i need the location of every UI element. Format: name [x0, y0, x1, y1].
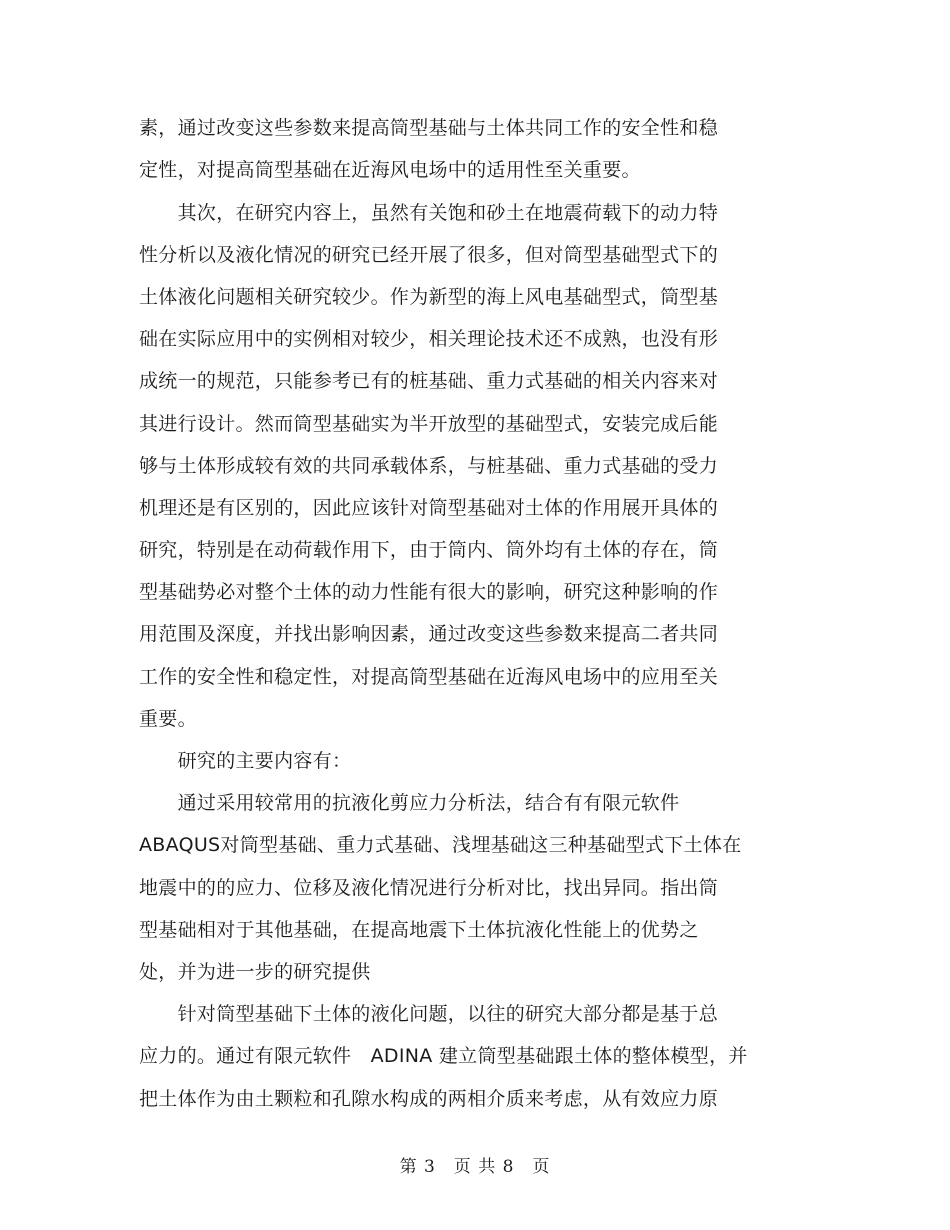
- text-line: 机理还是有区别的，因此应该针对筒型基础对土体的作用展开具体的: [139, 497, 719, 519]
- text-line: 其进行设计。然而筒型基础实为半开放型的基础型式，安装完成后能: [139, 413, 719, 435]
- text-line: 研究，特别是在动荷载作用下，由于筒内、筒外均有土体的存在，筒: [139, 539, 719, 561]
- text-line: 处，并为进一步的研究提供: [139, 961, 371, 983]
- text-line: 工作的安全性和稳定性，对提高筒型基础在近海风电场中的应用至关: [139, 666, 719, 688]
- text-line: 研究的主要内容有：: [139, 750, 352, 772]
- text-line: 够与土体形成较有效的共同承载体系，与桩基础、重力式基础的受力: [139, 455, 719, 477]
- text-line: 把土体作为由土颗粒和孔隙水构成的两相介质来考虑，从有效应力原: [139, 1088, 719, 1110]
- text-line: ABAQUS对筒型基础、重力式基础、浅埋基础这三种基础型式下土体在: [139, 834, 742, 856]
- text-line: 应力的。通过有限元软件 ADINA 建立筒型基础跟土体的整体模型，并: [139, 1045, 748, 1067]
- page-number-footer: 第 3 页 共 8 页: [399, 1157, 551, 1177]
- text-line: 素，通过改变这些参数来提高筒型基础与土体共同工作的安全性和稳: [139, 117, 719, 139]
- text-line: 成统一的规范，只能参考已有的桩基础、重力式基础的相关内容来对: [139, 370, 719, 392]
- text-line: 性分析以及液化情况的研究已经开展了很多，但对筒型基础型式下的: [139, 244, 719, 266]
- text-line: 定性，对提高筒型基础在近海风电场中的适用性至关重要。: [139, 159, 641, 181]
- text-line: 地震中的的应力、位移及液化情况进行分析对比，找出异同。指出筒: [139, 877, 719, 899]
- text-line: 通过采用较常用的抗液化剪应力分析法，结合有有限元软件: [139, 792, 680, 814]
- text-line: 型基础相对于其他基础，在提高地震下土体抗液化性能上的优势之: [139, 919, 699, 941]
- text-line: 型基础势必对整个土体的动力性能有很大的影响，研究这种影响的作: [139, 581, 719, 603]
- text-line: 础在实际应用中的实例相对较少，相关理论技术还不成熟，也没有形: [139, 328, 719, 350]
- text-line: 土体液化问题相关研究较少。作为新型的海上风电基础型式，筒型基: [139, 286, 719, 308]
- text-line: 针对筒型基础下土体的液化问题，以往的研究大部分都是基于总: [139, 1003, 719, 1025]
- text-line: 重要。: [139, 708, 197, 730]
- text-line: 用范围及深度，并找出影响因素，通过改变这些参数来提高二者共同: [139, 623, 719, 645]
- text-line: 其次，在研究内容上，虽然有关饱和砂土在地震荷载下的动力特: [139, 202, 719, 224]
